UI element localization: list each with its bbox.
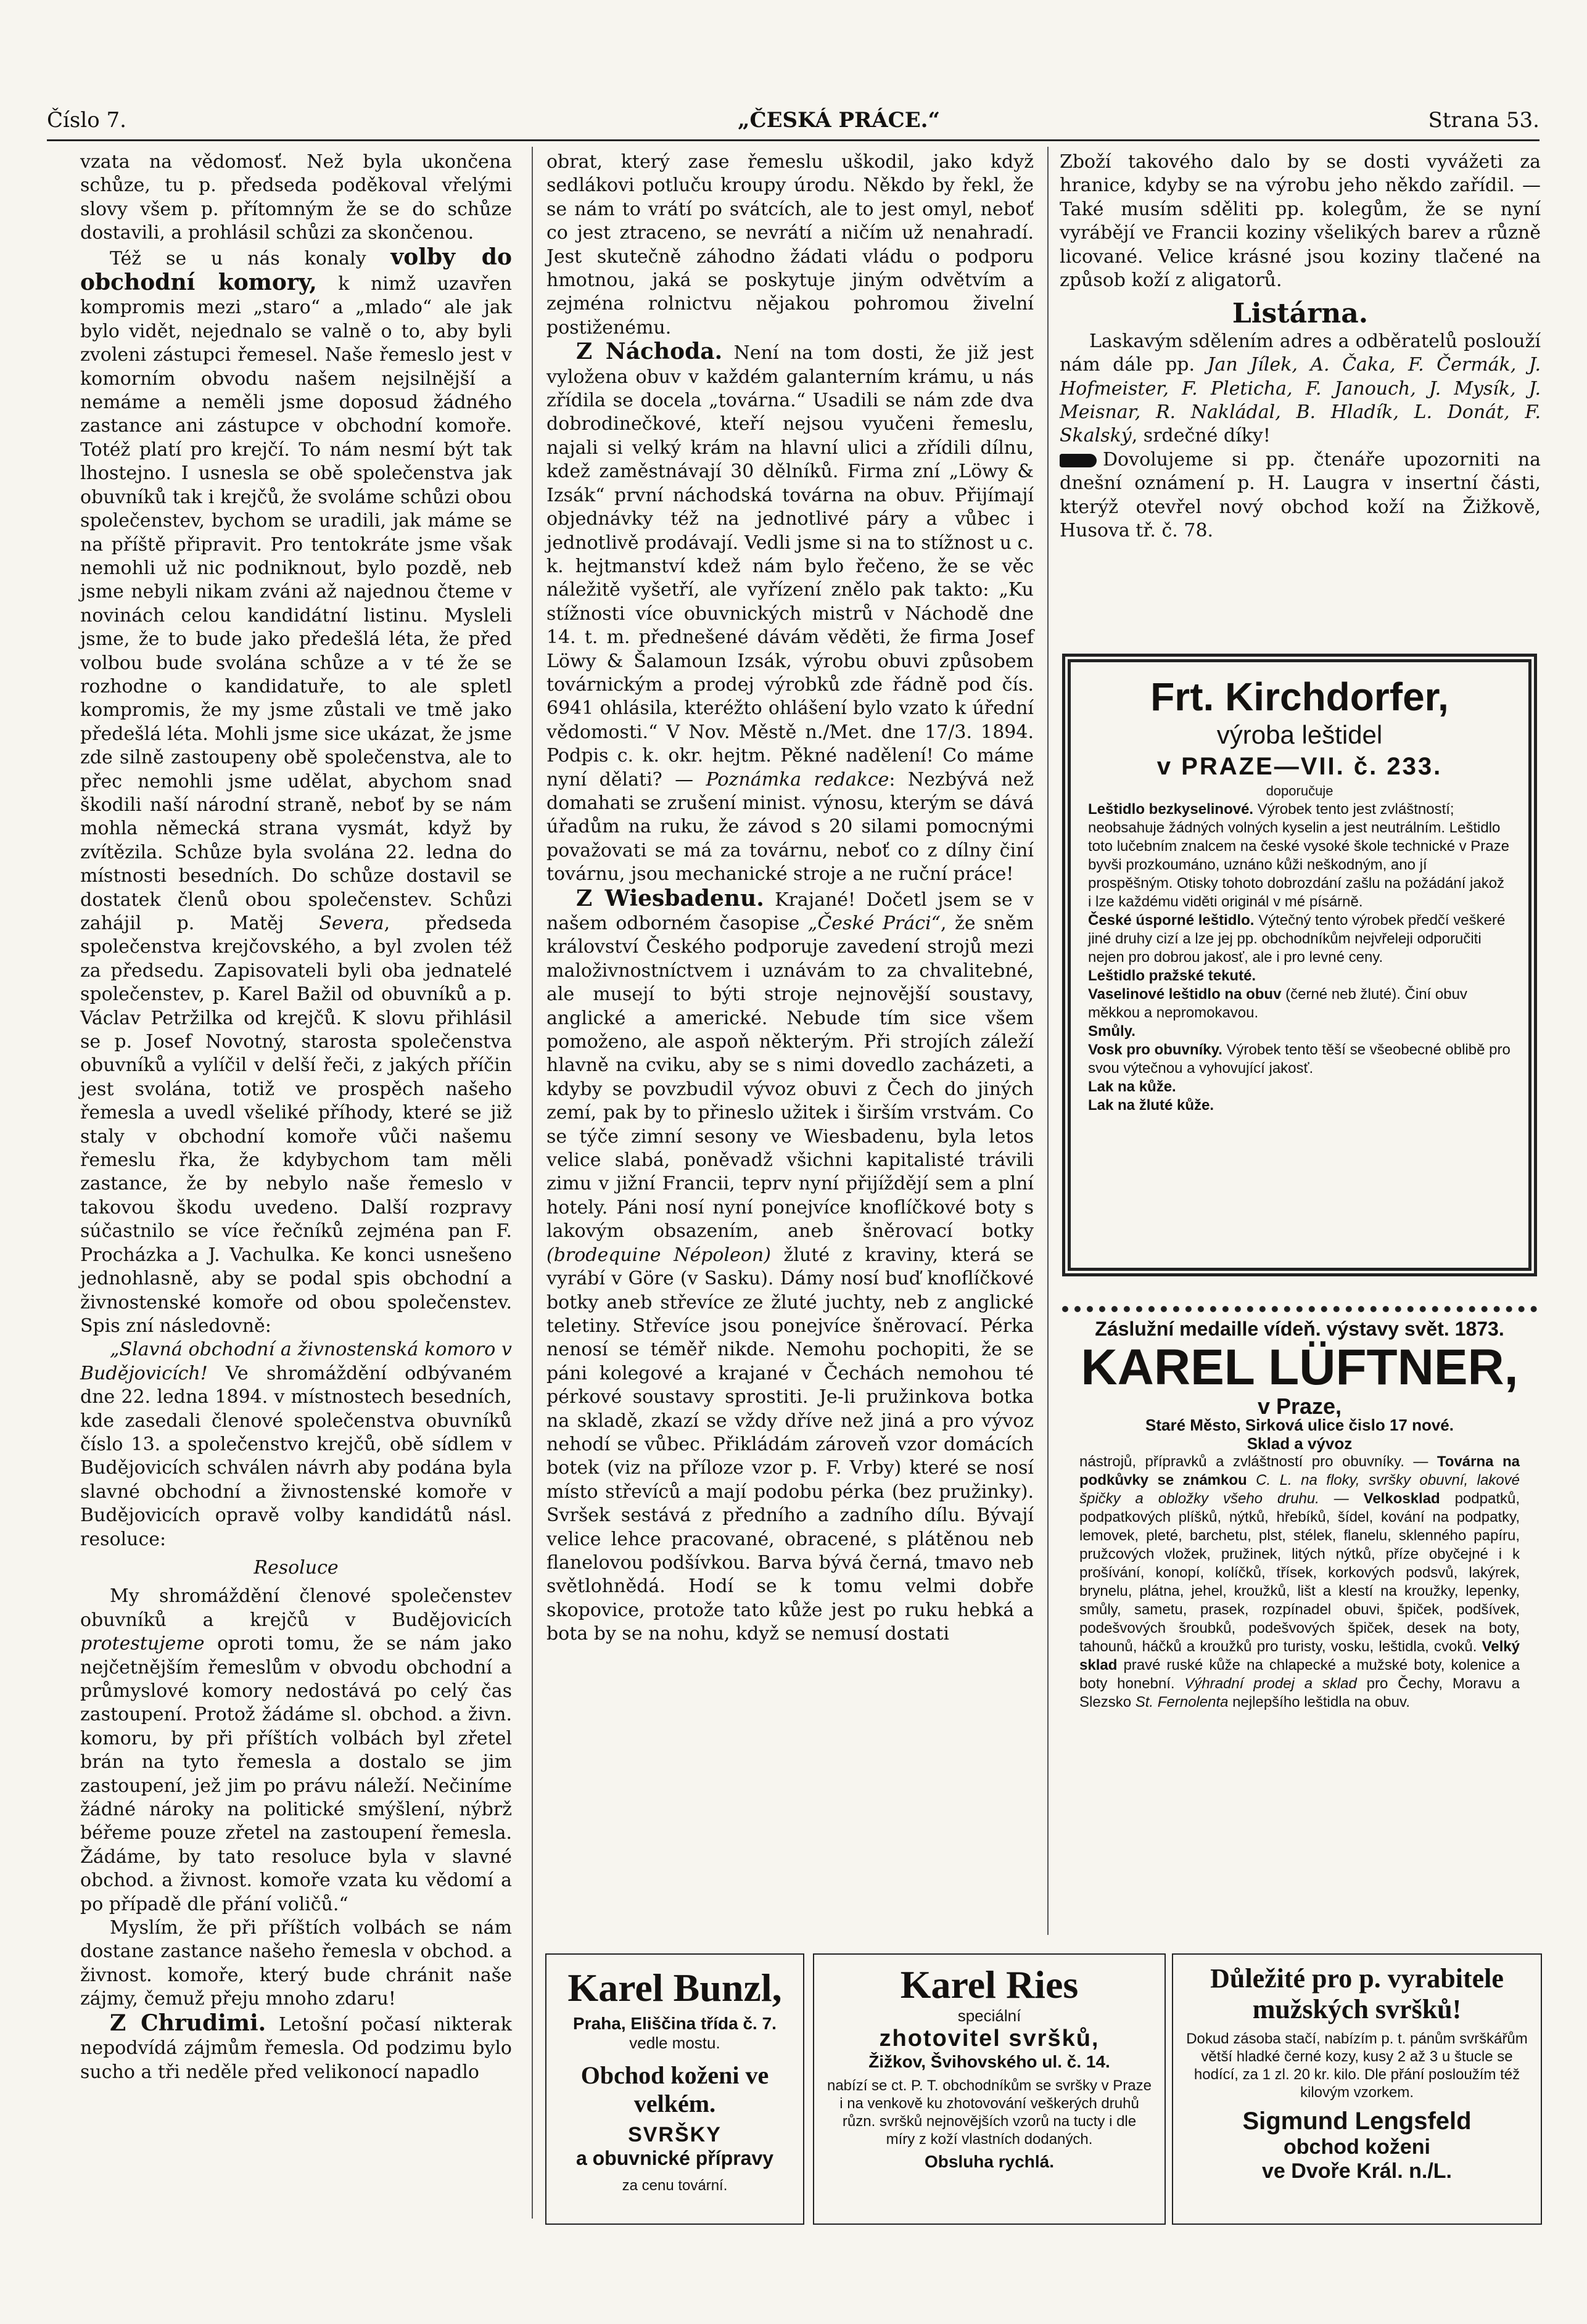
article-volby-heading: volby do obchodní komory,: [80, 244, 512, 296]
column-3: [1060, 150, 1541, 543]
issue-number: Číslo 7.: [47, 108, 126, 133]
ad-kirchdorfer-product: výroba leštidel: [1216, 720, 1383, 749]
resolution-text: My shromáždění členové společenstev obuvníků a krejčů v Budějovicích protestujeme oproti tomu, že se nám jako nejčetnějším řemeslům v obvodu obchodní a průmyslové komory nedostává po celý čas zastoupení. Protož žádáme sl. obchod. a živn. komoru, by při příštích volbách byl zřetel brán na tyto řemesla a dostalo se jim zastoupení, jež jim po právu náleží. Nečiníme žádné nároky na politické smýšlení, nýbrž béřeme pouze zřetel na zastoupení řemesla. Žádáme, by tato resoluce byla v slavné obchod. a živnost. komoře vzata ku vědomí a po případě dle přání voličů.“: [80, 1585, 512, 1915]
header-rule: [47, 139, 1540, 141]
ad-kirchdorfer-item: Lak na žluté kůže.: [1088, 1097, 1214, 1114]
ad-kirchdorfer-body: [1088, 800, 1511, 1115]
column-1: [80, 150, 512, 2084]
page-header: [47, 108, 1540, 139]
ad-bunzl: [545, 1953, 804, 2225]
ad-bunzl-shop: Obchod koženi ve velkém.: [580, 2061, 769, 2117]
ad-luftner-city: v Praze,: [1257, 1394, 1342, 1419]
ad-ries-service: Obsluha rychlá.: [924, 2152, 1055, 2171]
ad-kirchdorfer-item: Vosk pro obuvníky. Výrobek tento těší se všeobecné oblibě pro svou výtečnou a vyhovující jakosť.: [1088, 1041, 1511, 1077]
ad-ries-address: Žižkov, Švihovského ul. č. 14.: [868, 2052, 1110, 2071]
ad-luftner: [1062, 1306, 1537, 1941]
ad-bunzl-name: Karel Bunzl,: [567, 1966, 782, 2010]
newspaper-title: „ČESKÁ PRÁCE.“: [738, 108, 941, 133]
ad-luftner-sklad: Sklad a vývoz: [1247, 1434, 1353, 1453]
column-divider-2: [1047, 147, 1049, 1935]
ad-kirchdorfer-item: České úsporné leštidlo. Výtečný tento výrobek předčí veškeré jiné druhy cizí a lze jej pp. obchodníkům nejvřeleji odporučiti nejen pro dobrou jakosť, ale i pro levné ceny.: [1088, 912, 1506, 966]
ad-lengsfeld-name: Sigmund Lengsfeld: [1242, 2108, 1472, 2135]
ad-kirchdorfer-item: Lak na kůže.: [1088, 1078, 1176, 1095]
ad-bunzl-svrsky: SVRŠKY: [628, 2123, 722, 2146]
ad-lengsfeld-body: Dokud zásoba stačí, nabízím p. t. pánům svrškářům větší hladké černé kozy, kusy 2 až 3 u štucle se hodící, za 1 zl. 20 kr. kilo. Dle přání posloužím též kilovým vzorkem.: [1186, 2030, 1528, 2101]
ad-kirchdorfer-item: Leštidlo bezkyselinové. Výrobek tento jest zvláštností; neobsahuje žádných volných kyselin a jest neutrálním. Leštidlo toto lučebním znalcem na české vysoké škole technické v Praze byvši prozkoumáno, uznáno kůži neškodným, ano jí prospěšným. Otisky tohoto dobrozdání zašlu na požádání jakož i lze každému viděti originál v mé písárně.: [1088, 801, 1509, 910]
listarna-notice: Dovolujeme si pp. čtenáře upozorniti na dnešní oznámení p. H. Laugra v insertní části, kterýž otevřel nový obchod koží na Žižkově, Husova tř. č. 78.: [1060, 448, 1541, 542]
listarna-thanks: Laskavým sdělením adres a odběratelů poslouží nám dále pp. Jan Jílek, A. Čaka, F. Čermák, J. Hofmeister, F. Pleticha, F. Janouch, J. Mysík, J. Meisnar, R. Nakládal, B. Hladík, L. Donát, F. Skalský, srdečné díky!: [1060, 330, 1541, 447]
article-wiesbaden-end: Zboží takového dalo by se dosti vyvážeti za hranice, kdyby se na výrobu jeho někdo zařídil. — Také musím sděliti pp. kolegům, že se nyní vyrábějí ve Francii koziny všelikých barev a různě licované. Velice krásné jsou koziny tlačené na způsob koží z aligatorů.: [1060, 151, 1541, 292]
article-continued: obrat, který zase řemeslu uškodil, jako když sedlákovi potluču kroupy úrodu. Někdo by řekl, že se nám to vrátí po svátcích, ale to jest omyl, neboť co jest ztraceno, se nevrátí a ničím už nenahradí. Jest skutečně záhodno žádati vládu o podporu hmotnou, jaká se poskytuje jiným odvětvím a zejména rolnictvu nějakou pohromou živelní postiženému.: [546, 151, 1034, 339]
ad-bunzl-note: vedle mostu.: [629, 2034, 720, 2052]
ad-bunzl-address: Praha, Eliščina třída č. 7.: [573, 2014, 777, 2033]
pointing-hand-icon: [1060, 454, 1097, 467]
ad-ries-role: speciální: [957, 2006, 1021, 2025]
resolution-title: Resoluce: [254, 1556, 339, 1579]
column-divider-1: [532, 147, 533, 2219]
ad-lengsfeld: [1172, 1953, 1542, 2225]
petition-intro: „Slavná obchodní a živnostenská komoro v Budějovicích! Ve shromáždění odbývaném dne 22. ledna 1894. v místnostech besedních, kde zasedali členové společenstva obuvníků číslo 13. a společenstvo krejčů, obě sídlem v Budějovicích schválen návrh aby podána byla slavné obchodní a živnostenské komoře v Budějovicích opravě volby kandidátů násl. resoluce:: [80, 1339, 512, 1550]
ad-ries-body: nabízí se ct. P. T. obchodníkům se svršky v Praze i na venkově ku zhotovování veškerých druhů různ. svršků nejnovějších vzorů na tucty i dle míry z koží vlastních dodaných.: [826, 2077, 1152, 2148]
article-chrudim: Z Chrudimi. Letošní počasí nikterak nepodvídá zájmům řemesla. Od podzimu bylo sucho a tři neděle před velikonocí napadlo: [80, 2010, 512, 2083]
ad-kirchdorfer: [1062, 654, 1537, 1276]
ad-bunzl-supplies: a obuvnické přípravy: [575, 2147, 774, 2169]
article-nachod: Z Náchoda. Není na tom dosti, že již jest vyložena obuv v každém galanterním krámu, u nás zřídila se docela „továrna.“ Usadili se nám zde dva dobrodinečkové, kteří nejsou vyučeni řemeslu, najali si velký krám na hlavní ulici a zřídili dílnu, kdež zaměstnávají 30 dělníků. Firma zní „Löwy & Izsák“ první náchodská továrna na obuv. Přijímají objednávky též na jednotlivé páry a vůbec i jednotlivě prodávají. Vedli jsme si na to stížnost u c. k. hejtmanství kdež nám bylo řečeno, že se věc náležitě vyšetří, ale vyřízení znělo pak takto: „Ku stížnosti více obuvnických mistrů v Náchodě dne 14. t. m. přednešené dávám věděti, že firma Josef Löwy & Šalamoun Izsák, výrobu obuvi způsobem továrnickým a prodej výrobků zde řádně pod čís. 6941 ohlásila, kteréžto ohlášení bylo vzato k úřední vědomosti.“ V Nov. Městě n./Met. dne 17/3. 1894. Podpis c. k. okr. hejtm. Pěkné nadělení! Co máme nyní dělati? — Poznámka redakce: Nezbývá než domahati se zrušení minist. výnosu, kterým se dává úřadům na ruku, že závod s 20 silami pomocnými považovati se má za továrnu, neboť co z dílny činí továrnu, jsou mechanické stroje a ne ruční práce!: [546, 339, 1034, 885]
ad-ries-product: zhotovitel svršků,: [879, 2026, 1100, 2051]
article-ending: vzata na vědomosť. Než byla ukončena schůze, tu p. předseda poděkoval vřelými slovy všem p. přítomným že se do schůze dostavili, a prohlásil schůzi za skončenou.: [80, 151, 512, 244]
ad-luftner-street: Staré Město, Sirková ulice čislo 17 nové.: [1145, 1416, 1454, 1434]
ad-bunzl-price: za cenu tovární.: [622, 2177, 728, 2194]
listarna-heading: Listárna.: [1232, 298, 1369, 330]
ad-luftner-name: KAREL LÜFTNER,: [1081, 1339, 1519, 1395]
ad-kirchdorfer-item: Leštidlo pražské tekuté.: [1088, 967, 1256, 984]
ad-lengsfeld-title: Důležité pro p. vyrabitele mužských svršků!: [1210, 1963, 1504, 2024]
ad-kirchdorfer-recommends: doporučuje: [1266, 783, 1333, 799]
ad-ries-name: Karel Ries: [900, 1963, 1079, 2006]
ad-kirchdorfer-address: v PRAZE—VII. č. 233.: [1156, 753, 1443, 780]
article-wiesbaden: Z Wiesbadenu. Krajané! Dočetl jsem se v našem odborném časopise „České Práci“, že sněm království Českého podporuje zavedení strojů mezi maloživnostníctvem i uznávám to za chvalitebné, ale musejí to býti stroje nejnovější soustavy, anglické a americké. Nebude tím sice všem pomoženo, ale aspoň některým. Při strojích záleží hlavně na cviku, aby se s nimi dovedlo zacházeti, a kdyby se povzbudil vývoz obuvi z Čech do jiných zemí, pak by to přineslo užitek i širším vrstvám. Co se týče zimní sesony ve Wiesbadenu, byla letos velice slabá, poněvadž všichni kapitalisté trávili zimu v jižní Francii, teprv nyní přijíždějí sem a plní hotely. Páni nosí nyní ponejvíce knoflíčkové boty s lakovým obsazením, aneb šněrovací botky (brodequine Népoleon) žluté z kraviny, která se vyrábí v Göre (v Sasku). Dámy nosí buď knoflíčkové botky aneb střevíce ze žluté juchty, neb z anglické teletiny. Střevíce jsou ponejvíce šněrovací. Pérka nenosí se téměř nikde. Nemohu pochopiti, že se páni kolegové a krajané v Čechách nemohou té pérkové soustavy sprostiti. Je-li pružinkova botka na skladě, zkazí se vždy dříve než jiná a pro vývoz nehodí se vůbec. Přikládám zároveň vzor domácích botek (viz na příloze vzor p. F. Vrby) které se nosí místo střevíců a mají podobu pérka (bez pružinky). Svršek sestává z předního a zadního dílu. Bývají velice lehce pracované, obracené, s plátěnou neb flanelovou podšívkou. Barva bývá černá, tmavo neb světlohnědá. Hodí se k tomu velmi dobře skopovice, protože tato kůže jest po ruku hebká a bota by se na nohu, když se nemusí dostati: [546, 885, 1034, 1645]
article-closing: Myslím, že při příštích volbách se nám dostane zastance našeho řemesla v obchod. a živnost. komoře, který bude chránit naše zájmy, čemuž přeju mnoho zdaru!: [80, 1917, 512, 2010]
ad-kirchdorfer-name: Frt. Kirchdorfer,: [1150, 675, 1449, 719]
ad-luftner-award: Záslužní medaille vídeň. výstavy svět. 1873.: [1095, 1318, 1504, 1340]
article-volby: Též se u nás konaly volby do obchodní komory, k nimž uzavřen kompromis mezi „staro“ a „mlado“ ale jak bylo vidět, nejednalo se valně o to, aby byli zvoleni zástupci řemesel. Naše řemeslo jest v komorním obvodu našem nejsilnější a nemáme a neměli jsme doposud žádného zastance ani zástupce v obchodní komoře. Totéž platí pro krejčí. To nám nesmí být tak lhostejno. I usnesla se obě společenstva jak obuvníků tak i krejčů, že svoláme schůzi obou společenstev, bychom se uradili, jak máme se na příště připravit. Pro tentokráte jsme však nemohli už nic podniknout, bylo pozdě, neb jsme nebyli nikam zváni až najednou čteme v novinách celou kandidátní listinu. Mysleli jsme, že to bude jako předešlá léta, že před volbou bude svolána schůze a v té že se rozhodne o kandidatuře, to ale spletl kompromis, že my jsme zůstali ve tmě jako předešlá léta. Mohli jsme sice ukázat, že jsme zde silně zastoupeny obě společenstva, ale to přec nemohli jsme udělat, abychom snad škodili naší národní straně, neboť by se nám mohla německá strana vysmát, když by zvítězila. Schůze byla svolána 22. ledna do místnosti besedních. Do schůze dostavil se dostatek členů obou společenstev. Schůzi zahájil p. Matěj Severa, předseda společenstva krejčovského, a byl zvolen též za předsedu. Zapisovateli byli oba jednatelé společenstev, p. Karel Bažil od obuvníků a p. Václav Petržilka od krejčů. K slovu přihlásil se p. Josef Novotný, starosta společenstva obuvníků a vylíčil v delší řeči, z jakých příčin jest svolána, totiž ve prospěch našeho řemesla a uvedl všeliké příhody, které se již staly v obchodní komoře vůči našemu řemeslu řka, že kdybychom tam měli zastance, že by nebylo naše řemeslo v takovou škodu uvedeno. Další rozpravy súčastnilo se více řečníků zejména pan F. Procházka a J. Vachulka. Ke konci usnešeno jednohlasně, aby se podal spis obchodní a živnostenské komoře od obou společenstev. Spis zní následovně:: [80, 244, 512, 1337]
ad-ries: [813, 1953, 1166, 2225]
page-number: Strana 53.: [1428, 108, 1540, 133]
ad-kirchdorfer-item: Smůly.: [1088, 1023, 1136, 1040]
column-2: [546, 150, 1034, 1646]
ad-luftner-body: nástrojů, přípravků a zvláštností pro obuvníky. — Továrna na podkůvky se známkou C. L. na floky, svršky obuvní, lakové špičky a obložky všeho druhu. — Velkosklad podpatků, podpatkových plíšků, nýtků, hřebíků, šídel, kování na podpatky, lemovek, pleté, barchetu, plst, stélek, flanelu, sklenného papíru, pružcových vložek, pružinek, litých nýtků, příze obyčejné i k prošívání, konopí, kolíčků, třísek, korkových podsvů, lakýrek, brynelu, plátna, jehel, kroužků, lišt a klestí na kroužky, lepenky, smůly, sametu, prasek, rozpínadel obuvi, špiček, podšívek, podešvových šroubků, podešvových špiček, desek na boty, tahounů, háčků a kroužků pro turisty, vosku, leštidla, cvoků. Velký sklad pravé ruské kůže na chlapecké a mužské boty, kolenice a boty honební. Výhradní prodej a sklad pro Čechy, Moravu a Slezsko St. Fernolenta nejlepšího leštidla na obuv.: [1079, 1453, 1520, 1710]
ad-kirchdorfer-item: Vaselinové leštidlo na obuv (černé neb žluté). Činí obuv měkkou a nepromokavou.: [1088, 986, 1467, 1021]
ad-lengsfeld-place: ve Dvoře Král. n./L.: [1262, 2159, 1452, 2183]
ad-lengsfeld-shop: obchod koženi: [1284, 2135, 1430, 2159]
